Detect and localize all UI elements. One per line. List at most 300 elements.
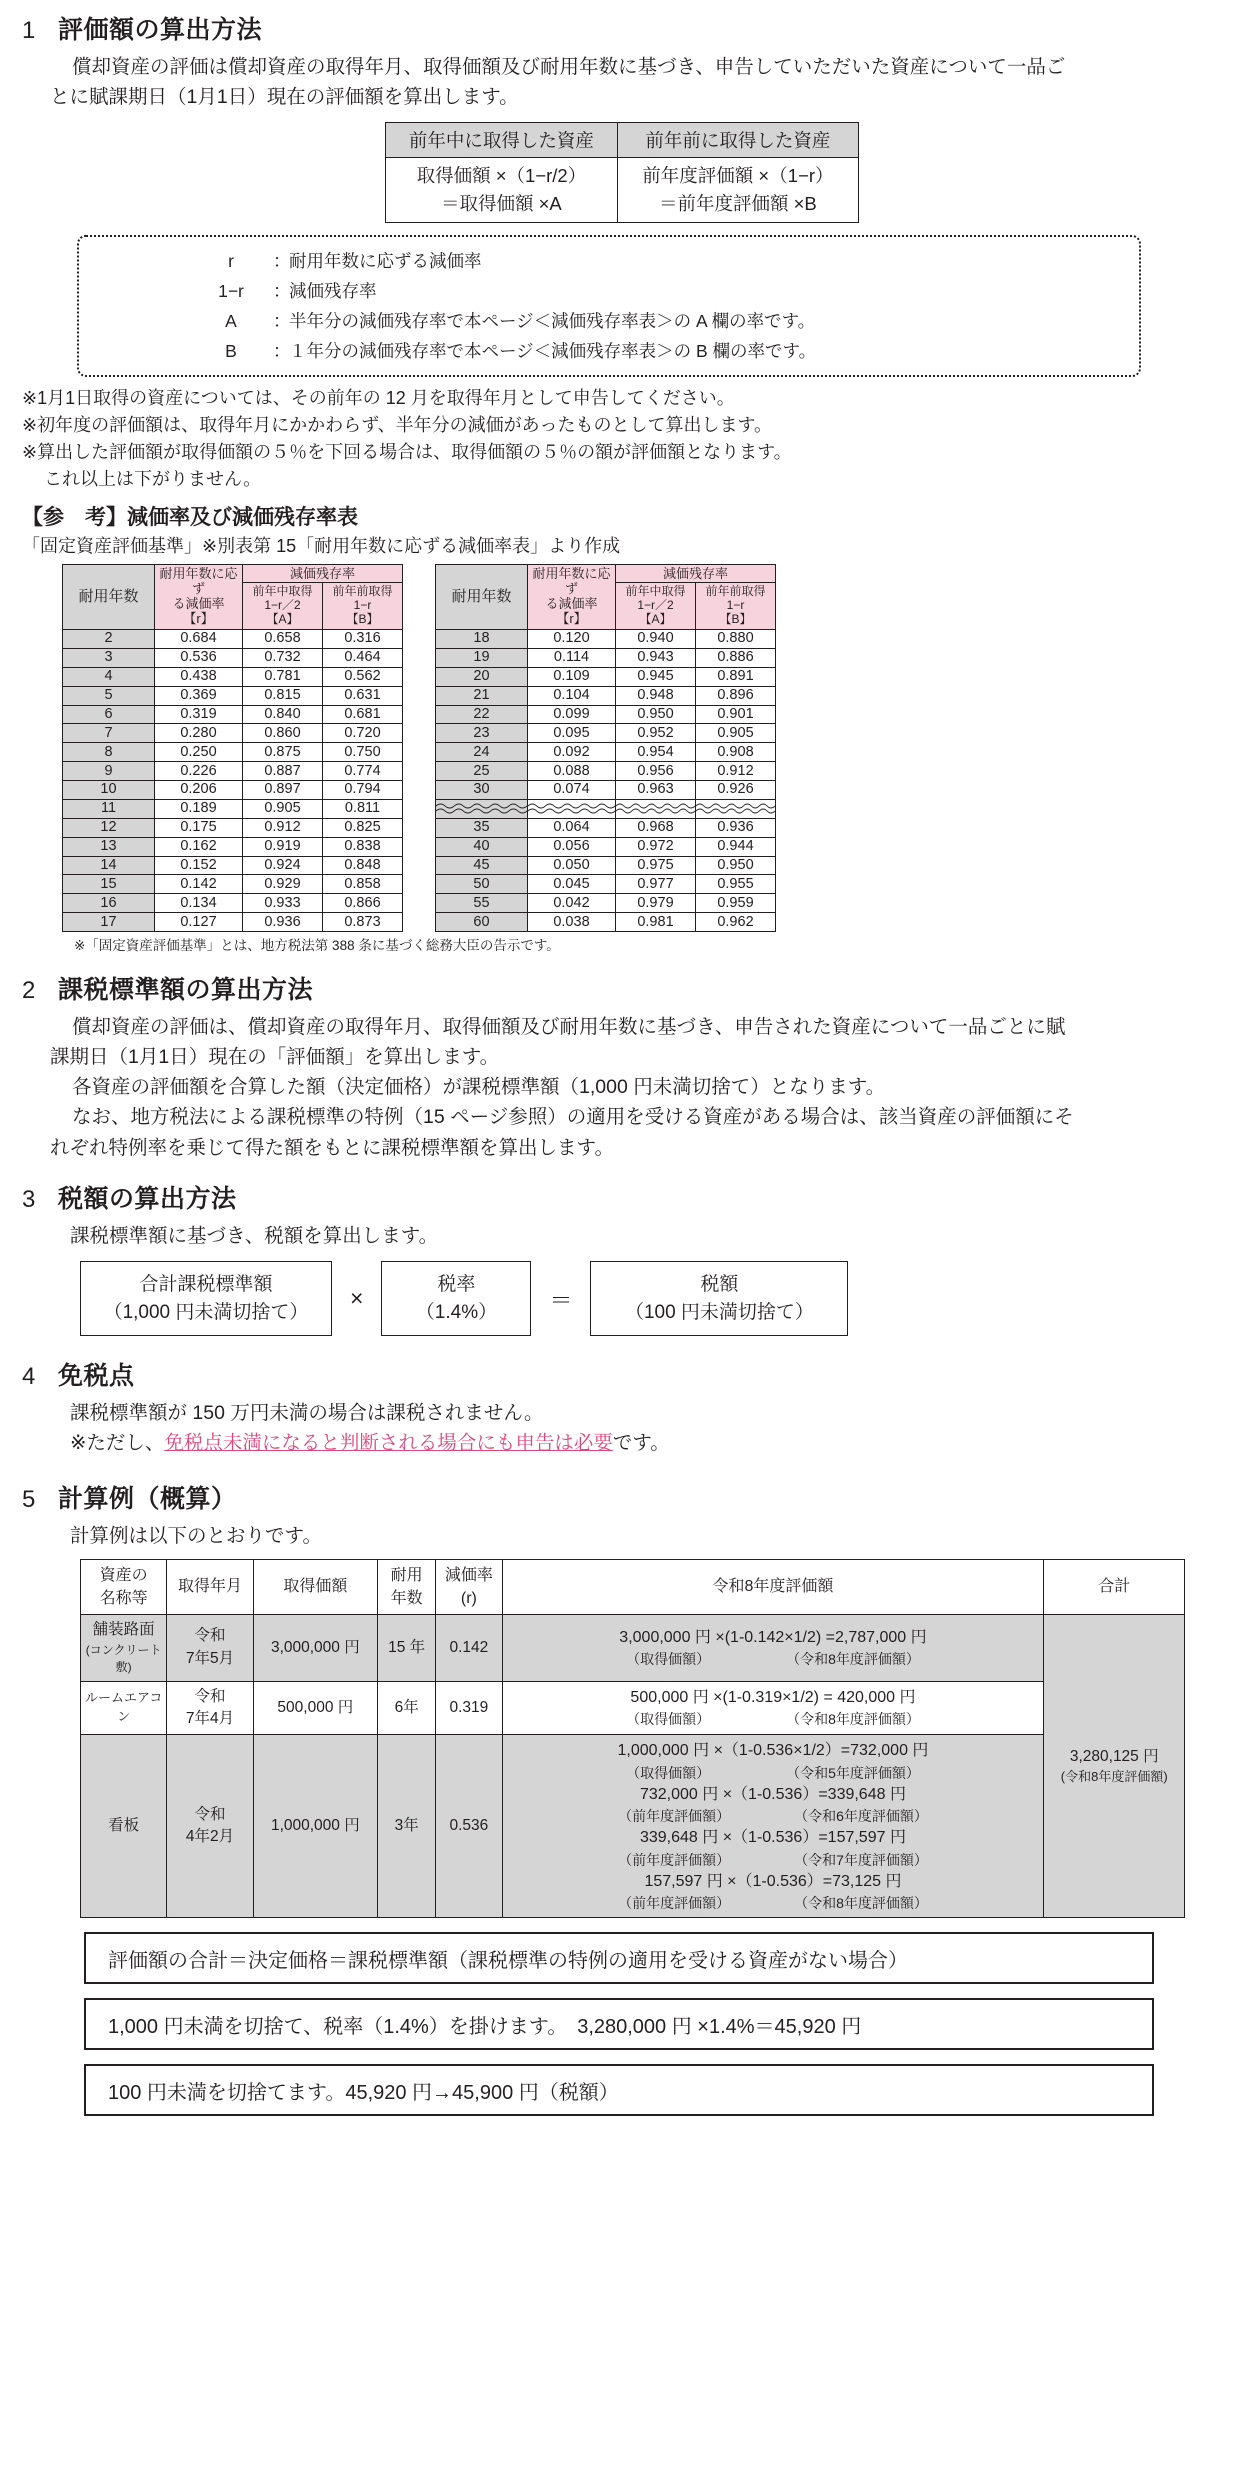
- definition-desc-r: 耐用年数に応ずる減価率: [289, 250, 482, 271]
- rate-table-row: [436, 648, 776, 667]
- rate-left-header-b-l2: 1−r: [353, 597, 372, 612]
- rate-cell-b: 0.464: [323, 648, 403, 667]
- rate-right-header-a-l1: 前年中取得: [625, 584, 686, 599]
- rate-cell-useful-life: 4: [63, 667, 155, 686]
- rate-cell-r: 0.438: [155, 667, 243, 686]
- rate-cell-a: 0.954: [616, 743, 696, 762]
- rate-cell-a: 0.897: [243, 781, 323, 800]
- notes-list: [22, 385, 1221, 493]
- rate-cell-b: 0.901: [696, 705, 776, 724]
- example-header-useful-life-l2: 年数: [390, 1590, 423, 1608]
- rate-cell-b: 0.944: [696, 837, 776, 856]
- example-calc-main: 339,648 円 ×（1-0.536）=157,597 円: [639, 1829, 906, 1847]
- rate-cell-a: 0.815: [243, 686, 323, 705]
- example-calc-main: 3,000,000 円 ×(1-0.142×1/2) =2,787,000 円: [619, 1629, 927, 1647]
- rate-table-row: [63, 762, 403, 781]
- example-header-acquisition-price: 取得価額: [253, 1559, 377, 1614]
- rate-cell-useful-life: 16: [63, 894, 155, 913]
- rate-break-cell: [616, 799, 696, 818]
- calculation-example-table: [80, 1559, 1185, 1919]
- depreciation-rate-table-right: [435, 564, 776, 932]
- rate-table-row: [63, 837, 403, 856]
- rate-cell-r: 0.114: [528, 648, 616, 667]
- rate-cell-b: 0.959: [696, 894, 776, 913]
- rate-cell-useful-life: 11: [63, 799, 155, 818]
- rate-cell-b: 0.720: [323, 724, 403, 743]
- rate-cell-a: 0.875: [243, 743, 323, 762]
- rate-cell-r: 0.189: [155, 799, 243, 818]
- example-cell-asset-name: [81, 1615, 167, 1681]
- example-calc-annotation: [506, 1850, 1041, 1870]
- reference-subheading: 「固定資産評価基準」※別表第 15「耐用年数に応ずる減価率表」より作成: [22, 536, 621, 557]
- rate-cell-b: 0.866: [323, 894, 403, 913]
- example-header-rate-l2: (r): [460, 1590, 477, 1608]
- rate-right-header-useful-life: 耐用年数: [436, 565, 528, 630]
- tax-formula-row: [22, 1261, 1221, 1336]
- rate-cell-useful-life: 3: [63, 648, 155, 667]
- rate-right-header-a: [616, 582, 696, 629]
- rate-table-row: [63, 818, 403, 837]
- rate-cell-r: 0.050: [528, 856, 616, 875]
- example-header-useful-life-l1: 耐用: [390, 1566, 423, 1584]
- definition-colon: ：: [273, 250, 291, 271]
- rate-left-header-b-l3: 【B】: [346, 611, 379, 626]
- tax-box2-line1: 税率: [437, 1274, 476, 1296]
- rate-table-break-row: [436, 799, 776, 818]
- example-cell-useful-life: 15 年: [378, 1615, 436, 1681]
- rate-cell-r: 0.042: [528, 894, 616, 913]
- rate-break-cell: [696, 799, 776, 818]
- example-calc-annotation-right: （令和8年度評価額）: [786, 1651, 920, 1668]
- rate-cell-a: 0.781: [243, 667, 323, 686]
- example-header-asset-name-l1: 資産の: [99, 1566, 148, 1584]
- rate-left-header-a-l1: 前年中取得: [252, 584, 313, 599]
- section-2-title: 課税標準額の算出方法: [58, 975, 314, 1004]
- example-calc-annotation-right: （令和7年度評価額）: [794, 1851, 928, 1868]
- multiply-operator: ×: [350, 1285, 364, 1312]
- example-header-useful-life: [378, 1559, 436, 1614]
- example-calc-annotation-right: （令和5年度評価額）: [786, 1764, 920, 1781]
- example-header-acquisition-date: 取得年月: [167, 1559, 253, 1614]
- rate-cell-b: 0.681: [323, 705, 403, 724]
- rate-table-row: [436, 686, 776, 705]
- rate-right-header-b-l1: 前年前取得: [705, 584, 766, 599]
- rate-cell-useful-life: 30: [436, 781, 528, 800]
- rate-table-row: [436, 875, 776, 894]
- rate-right-header-rate: [528, 565, 616, 630]
- rate-table-row: [63, 799, 403, 818]
- rate-cell-a: 0.912: [243, 818, 323, 837]
- section-3-lead: 課税標準額に基づき、税額を算出します。: [70, 1224, 439, 1247]
- example-calc-annotation-right: （令和8年度評価額）: [786, 1711, 920, 1728]
- definition-row-a: [79, 306, 1139, 336]
- rate-cell-a: 0.658: [243, 630, 323, 649]
- section-2-line-5: れぞれ特例率を乗じて得た額をもとに課税標準額を算出します。: [50, 1136, 614, 1159]
- rate-cell-useful-life: 19: [436, 648, 528, 667]
- rate-table-row: [63, 648, 403, 667]
- rate-table-row: [436, 913, 776, 932]
- rate-cell-b: 0.848: [323, 856, 403, 875]
- rate-cell-b: 0.880: [696, 630, 776, 649]
- rate-table-row: [63, 856, 403, 875]
- rate-cell-a: 0.929: [243, 875, 323, 894]
- section-1-title: 評価額の算出方法: [58, 16, 263, 44]
- rate-cell-b: 0.811: [323, 799, 403, 818]
- formula-prior-year-line-2: ＝取得価額 ×A: [440, 193, 562, 215]
- rate-cell-r: 0.064: [528, 818, 616, 837]
- example-asset-name-l1: ルームエアコン: [84, 1690, 163, 1724]
- rate-right-header-residual-group: 減価残存率: [616, 565, 776, 582]
- rate-cell-r: 0.074: [528, 781, 616, 800]
- example-asset-name-l1: 看板: [108, 1817, 140, 1835]
- rate-cell-useful-life: 9: [63, 762, 155, 781]
- rate-cell-r: 0.120: [528, 630, 616, 649]
- section-1-paragraph-1-text: 償却資産の評価は償却資産の取得年月、取得価額及び耐用年数に基づき、申告していただいた資産について一品ご: [72, 56, 1066, 78]
- rate-cell-useful-life: 5: [63, 686, 155, 705]
- rate-cell-b: 0.912: [696, 762, 776, 781]
- rate-cell-a: 0.887: [243, 762, 323, 781]
- rate-right-header-b-l2: 1−r: [726, 597, 745, 612]
- rate-cell-useful-life: 12: [63, 818, 155, 837]
- example-calc-annotation: [506, 1893, 1041, 1913]
- rate-cell-a: 0.860: [243, 724, 323, 743]
- section-3-title: 税額の算出方法: [58, 1184, 237, 1213]
- summary-box-3: 100 円未満を切捨てます。45,920 円→45,900 円（税額）: [84, 2064, 1154, 2116]
- example-calc-annotation-left: （前年度評価額）: [618, 1808, 731, 1825]
- tax-box1-line2: （1,000 円未満切捨て）: [103, 1301, 309, 1323]
- equals-operator: ＝: [549, 1287, 573, 1314]
- example-header-rate: [436, 1559, 502, 1614]
- definition-row-r: [79, 246, 1139, 276]
- rate-cell-r: 0.088: [528, 762, 616, 781]
- rate-cell-r: 0.226: [155, 762, 243, 781]
- rate-cell-a: 0.968: [616, 818, 696, 837]
- rate-cell-b: 0.858: [323, 875, 403, 894]
- note-1: ※1月1日取得の資産については、その前年の 12 月を取得年月として申告してください。: [22, 388, 735, 409]
- section-5-number: 5: [22, 1485, 36, 1513]
- rate-cell-a: 0.952: [616, 724, 696, 743]
- formula-header-before-prior-year: 前年前に取得した資産: [618, 123, 858, 158]
- rate-cell-useful-life: 55: [436, 894, 528, 913]
- example-calc-main: 1,000,000 円 ×（1-0.536×1/2）=732,000 円: [617, 1742, 929, 1760]
- example-calc-main: 732,000 円 ×（1-0.536）=339,648 円: [639, 1785, 906, 1803]
- note-3-continued: これ以上は下がりません。: [44, 469, 262, 490]
- rate-left-header-a: [243, 582, 323, 629]
- section-5-heading: [22, 1479, 1221, 1515]
- rate-cell-r: 0.250: [155, 743, 243, 762]
- rate-cell-a: 0.919: [243, 837, 323, 856]
- example-calc-main: 157,597 円 ×（1-0.536）=73,125 円: [644, 1872, 902, 1890]
- formula-header-prior-year: 前年中に取得した資産: [385, 123, 618, 158]
- definition-colon: ：: [273, 311, 291, 332]
- rate-left-body: [63, 630, 403, 932]
- rate-cell-useful-life: 8: [63, 743, 155, 762]
- example-header-asset-name: [81, 1559, 167, 1614]
- rate-cell-b: 0.794: [323, 781, 403, 800]
- example-date-l2: 4年2月: [185, 1828, 235, 1846]
- rate-cell-b: 0.962: [696, 913, 776, 932]
- rate-table-row: [436, 818, 776, 837]
- section-2-line-1: [22, 1012, 1221, 1042]
- example-calc-annotation-left: （取得価額）: [626, 1764, 711, 1781]
- note-2: ※初年度の評価額は、取得年月にかかわらず、半年分の減価があったものとして算出します。: [22, 415, 773, 436]
- rate-cell-useful-life: 17: [63, 913, 155, 932]
- formula-table-header-row: [385, 123, 858, 158]
- summary-box-2: 1,000 円未満を切捨て、税率（1.4%）を掛けます。 3,280,000 円 ×1.4%＝45,920 円: [84, 1998, 1154, 2050]
- section-2-line-4: [22, 1102, 1221, 1132]
- rate-cell-useful-life: 23: [436, 724, 528, 743]
- section-4-number: 4: [22, 1363, 36, 1391]
- section-4-line-1: 課税標準額が 150 万円未満の場合は課税されません。: [70, 1402, 544, 1425]
- definition-row-b: [79, 336, 1139, 366]
- rate-right-header-b-l3: 【B】: [719, 611, 752, 626]
- section-2-number: 2: [22, 976, 36, 1004]
- rate-cell-useful-life: 21: [436, 686, 528, 705]
- summary-box-1: 評価額の合計＝決定価格＝課税標準額（課税標準の特例の適用を受ける資産がない場合）: [84, 1932, 1154, 1984]
- example-cell-asset-name: [81, 1735, 167, 1918]
- rate-break-cell: [436, 799, 528, 818]
- evaluation-formula-table: [385, 122, 859, 223]
- rate-cell-useful-life: 10: [63, 781, 155, 800]
- rate-cell-b: 0.838: [323, 837, 403, 856]
- rate-right-header-rate-l3: 【r】: [556, 611, 587, 627]
- example-calc-annotation: [506, 1806, 1041, 1826]
- definition-symbol-r: r: [228, 250, 234, 271]
- section-2-heading: [22, 970, 1221, 1006]
- section-2-line-2: 課期日（1月1日）現在の「評価額」を算出します。: [50, 1046, 500, 1069]
- section-2-line-3-text: 各資産の評価額を合算した額（決定価格）が課税標準額（1,000 円未満切捨て）となります。: [72, 1076, 886, 1099]
- tax-formula-standard-amount-box: [80, 1261, 332, 1336]
- rate-cell-a: 0.981: [616, 913, 696, 932]
- rate-cell-b: 0.896: [696, 686, 776, 705]
- example-date-l2: 7年5月: [185, 1649, 235, 1667]
- formula-before-prior-line-2: ＝前年度評価額 ×B: [658, 193, 817, 215]
- rate-cell-a: 0.956: [616, 762, 696, 781]
- rate-cell-useful-life: 60: [436, 913, 528, 932]
- rate-cell-a: 0.975: [616, 856, 696, 875]
- rate-table-row: [436, 762, 776, 781]
- rate-left-header-rate: [155, 565, 243, 630]
- example-table-body: [81, 1615, 1185, 1918]
- tax-box3-line1: 税額: [700, 1274, 739, 1296]
- section-1-heading: [22, 10, 1221, 46]
- rate-cell-r: 0.095: [528, 724, 616, 743]
- example-header-rate-l1: 減価率: [444, 1566, 493, 1584]
- rate-cell-useful-life: 13: [63, 837, 155, 856]
- rate-cell-useful-life: 2: [63, 630, 155, 649]
- rate-right-header-a-l3: 【A】: [639, 611, 672, 626]
- rate-cell-a: 0.977: [616, 875, 696, 894]
- rate-table-row: [436, 630, 776, 649]
- example-calc-annotation-right: （令和6年度評価額）: [794, 1808, 928, 1825]
- definition-desc-one-minus-r: 減価残存率: [289, 281, 377, 302]
- example-header-total: 合計: [1044, 1559, 1185, 1614]
- example-total-line2: (令和8年度評価額): [1060, 1769, 1168, 1785]
- rate-cell-r: 0.206: [155, 781, 243, 800]
- example-cell-rate: 0.536: [436, 1735, 502, 1918]
- example-header-evaluation: 令和8年度評価額: [502, 1559, 1044, 1614]
- example-calc-annotation: [506, 1649, 1041, 1669]
- rate-left-header-rate-l1: 耐用年数に応ず: [159, 566, 238, 597]
- rate-left-header-b-l1: 前年前取得: [332, 584, 393, 599]
- rate-cell-r: 0.684: [155, 630, 243, 649]
- rate-cell-b: 0.750: [323, 743, 403, 762]
- section-2-line-1-text: 償却資産の評価は、償却資産の取得年月、取得価額及び耐用年数に基づき、申告された資産について一品ごとに賦: [72, 1015, 1066, 1038]
- rate-cell-a: 0.905: [243, 799, 323, 818]
- example-cell-acquisition-date: [167, 1615, 253, 1681]
- rate-cell-useful-life: 18: [436, 630, 528, 649]
- section-1-paragraph-2: とに賦課期日（1月1日）現在の評価額を算出します。: [50, 86, 519, 109]
- rate-right-header-b: [696, 582, 776, 629]
- rate-table-row: [436, 724, 776, 743]
- reference-footnote: ※「固定資産評価基準」とは、地方税法第 388 条に基づく総務大臣の告示です。: [74, 937, 560, 953]
- rate-table-row: [63, 743, 403, 762]
- rate-cell-r: 0.152: [155, 856, 243, 875]
- rate-cell-useful-life: 7: [63, 724, 155, 743]
- rate-cell-a: 0.943: [616, 648, 696, 667]
- rate-table-row: [63, 724, 403, 743]
- example-cell-acquisition-price: 1,000,000 円: [253, 1735, 377, 1918]
- rate-right-header-rate-l1: 耐用年数に応ず: [532, 566, 611, 597]
- example-calc-annotation: [506, 1763, 1041, 1783]
- example-date-l1: 令和: [194, 1687, 226, 1705]
- rate-cell-r: 0.175: [155, 818, 243, 837]
- rate-cell-a: 0.963: [616, 781, 696, 800]
- example-cell-rate: 0.319: [436, 1681, 502, 1735]
- example-cell-calculation: [502, 1615, 1044, 1681]
- definition-colon: ：: [273, 281, 291, 302]
- rate-cell-b: 0.936: [696, 818, 776, 837]
- rate-cell-r: 0.038: [528, 913, 616, 932]
- rate-cell-r: 0.142: [155, 875, 243, 894]
- section-3-number: 3: [22, 1185, 36, 1213]
- rate-cell-a: 0.936: [243, 913, 323, 932]
- example-calc-annotation-left: （前年度評価額）: [618, 1851, 731, 1868]
- rate-cell-a: 0.933: [243, 894, 323, 913]
- rate-cell-r: 0.092: [528, 743, 616, 762]
- example-table-row: [81, 1681, 1185, 1735]
- rate-cell-a: 0.972: [616, 837, 696, 856]
- example-calc-main: 500,000 円 ×(1-0.319×1/2) = 420,000 円: [630, 1689, 916, 1707]
- rate-left-header-useful-life: 耐用年数: [63, 565, 155, 630]
- rate-left-header-rate-l2: る減価率: [172, 596, 225, 612]
- example-header-asset-name-l2: 名称等: [99, 1590, 148, 1608]
- example-cell-asset-name: [81, 1681, 167, 1735]
- rate-right-header-a-l2: 1−r／2: [637, 597, 674, 612]
- example-calc-annotation: [506, 1709, 1041, 1729]
- rate-cell-r: 0.127: [155, 913, 243, 932]
- definition-row-one-minus-r: [79, 276, 1139, 306]
- tax-box1-line1: 合計課税標準額: [139, 1274, 273, 1296]
- note-3: ※算出した評価額が取得価額の５％を下回る場合は、取得価額の５％の額が評価額となります。: [22, 442, 792, 463]
- rate-cell-b: 0.631: [323, 686, 403, 705]
- rate-cell-useful-life: 22: [436, 705, 528, 724]
- definition-symbol-b: B: [225, 341, 237, 362]
- rate-table-row: [63, 630, 403, 649]
- section-4-highlight-text: 免税点未満になると判断される場合にも申告は必要: [164, 1432, 613, 1455]
- section-2-line-3: [22, 1072, 1221, 1102]
- rate-cell-b: 0.316: [323, 630, 403, 649]
- rate-cell-b: 0.908: [696, 743, 776, 762]
- rate-cell-b: 0.886: [696, 648, 776, 667]
- tax-formula-rate-box: [381, 1261, 531, 1336]
- example-cell-acquisition-price: 3,000,000 円: [253, 1615, 377, 1681]
- depreciation-rate-tables: [22, 564, 1221, 931]
- rate-cell-useful-life: 24: [436, 743, 528, 762]
- section-4-line-2-suffix: です。: [612, 1432, 670, 1455]
- rate-cell-r: 0.045: [528, 875, 616, 894]
- rate-cell-a: 0.979: [616, 894, 696, 913]
- rate-cell-useful-life: 20: [436, 667, 528, 686]
- section-5-lead: 計算例は以下のとおりです。: [70, 1524, 322, 1547]
- formula-table-body-row: [385, 158, 858, 223]
- rate-left-header-residual-group: 減価残存率: [243, 565, 403, 582]
- section-1-paragraph-1: [22, 52, 1221, 82]
- rate-left-header-a-l2: 1−r／2: [264, 597, 301, 612]
- example-table-row: [81, 1735, 1185, 1918]
- rate-cell-b: 0.774: [323, 762, 403, 781]
- example-calc-annotation-right: （令和8年度評価額）: [794, 1895, 928, 1912]
- rate-cell-a: 0.940: [616, 630, 696, 649]
- rate-left-header-b: [323, 582, 403, 629]
- example-cell-useful-life: 6年: [378, 1681, 436, 1735]
- rate-cell-b: 0.873: [323, 913, 403, 932]
- section-4-title: 免税点: [58, 1362, 135, 1391]
- rate-right-body: [436, 630, 776, 932]
- rate-cell-r: 0.056: [528, 837, 616, 856]
- example-cell-useful-life: 3年: [378, 1735, 436, 1918]
- definition-symbol-a: A: [225, 311, 237, 332]
- example-cell-acquisition-date: [167, 1735, 253, 1918]
- rate-table-row: [63, 913, 403, 932]
- rate-cell-b: 0.891: [696, 667, 776, 686]
- rate-table-row: [63, 894, 403, 913]
- rate-cell-useful-life: 50: [436, 875, 528, 894]
- rate-table-row: [436, 856, 776, 875]
- rate-cell-r: 0.536: [155, 648, 243, 667]
- rate-table-row: [436, 894, 776, 913]
- section-4-line-2: [22, 1428, 1221, 1458]
- section-4-line-2-prefix: ※ただし、: [70, 1432, 165, 1455]
- rate-left-header-group-row: [63, 565, 403, 582]
- rate-table-row: [436, 837, 776, 856]
- example-calc-annotation-left: （取得価額）: [626, 1711, 711, 1728]
- rate-table-row: [63, 667, 403, 686]
- rate-left-header-rate-l3: 【r】: [183, 611, 214, 627]
- rate-cell-b: 0.905: [696, 724, 776, 743]
- rate-cell-r: 0.369: [155, 686, 243, 705]
- rate-right-header-rate-l2: る減価率: [545, 596, 598, 612]
- section-2-line-4-text: なお、地方税法による課税標準の特例（15 ページ参照）の適用を受ける資産がある場合は、該当資産の評価額にそ: [72, 1106, 1074, 1129]
- tax-formula-tax-amount-box: [590, 1261, 848, 1336]
- rate-cell-a: 0.948: [616, 686, 696, 705]
- rate-table-row: [63, 686, 403, 705]
- rate-cell-b: 0.562: [323, 667, 403, 686]
- rate-cell-a: 0.945: [616, 667, 696, 686]
- example-header-row: [81, 1559, 1185, 1614]
- rate-table-row: [436, 667, 776, 686]
- section-5-title: 計算例（概算）: [58, 1484, 237, 1513]
- reference-heading: 【参 考】減価率及び減価残存率表: [22, 506, 358, 530]
- definition-colon: ：: [273, 341, 291, 362]
- rate-table-row: [436, 743, 776, 762]
- rate-cell-r: 0.104: [528, 686, 616, 705]
- rate-cell-b: 0.950: [696, 856, 776, 875]
- symbol-definitions-box: [77, 235, 1141, 377]
- example-cell-acquisition-price: 500,000 円: [253, 1681, 377, 1735]
- section-1-number: 1: [22, 17, 36, 44]
- definition-desc-a: 半年分の減価残存率で本ページ＜減価残存率表＞の A 欄の率です。: [289, 311, 816, 332]
